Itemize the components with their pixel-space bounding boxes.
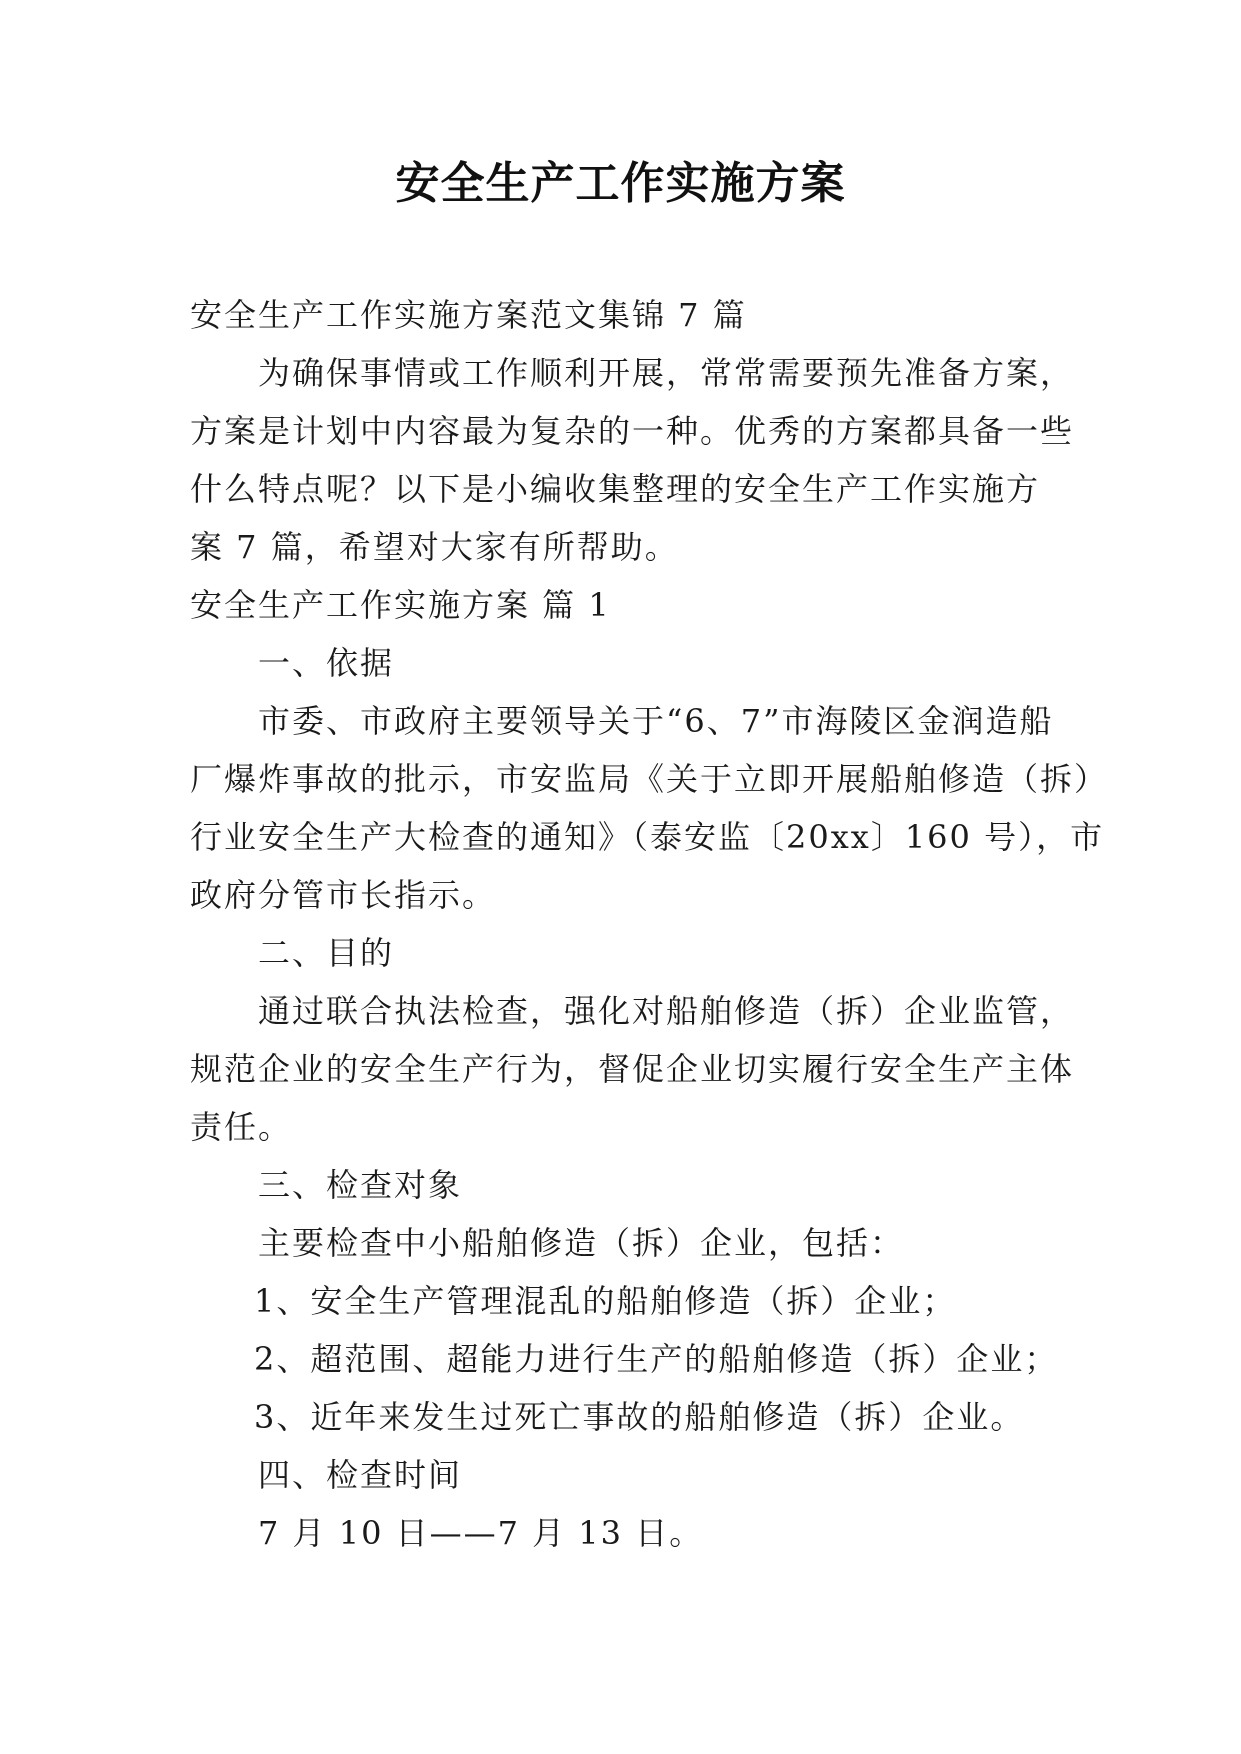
intro-line-4: 案 7 篇，希望对大家有所帮助。 xyxy=(190,528,679,566)
basis-line-2: 厂爆炸事故的批示，市安监局《关于立即开展船舶修造（拆） xyxy=(190,760,1109,798)
purpose-line-1: 通过联合执法检查，强化对船舶修造（拆）企业监管， xyxy=(258,992,1075,1030)
heading-basis: 一、依据 xyxy=(258,644,395,682)
targets-item-1: 1、安全生产管理混乱的船舶修造（拆）企业； xyxy=(254,1282,957,1320)
heading-time: 四、检查时间 xyxy=(258,1456,463,1494)
basis-line-3: 行业安全生产大检查的通知》（泰安监〔20xx〕160 号），市 xyxy=(190,818,1105,856)
targets-item-2: 2、超范围、超能力进行生产的船舶修造（拆）企业； xyxy=(254,1340,1059,1378)
intro-line-3: 什么特点呢？以下是小编收集整理的安全生产工作实施方 xyxy=(190,470,1041,508)
heading-targets: 三、检查对象 xyxy=(258,1166,463,1204)
subtitle-line: 安全生产工作实施方案范文集锦 7 篇 xyxy=(190,296,747,334)
document-body xyxy=(190,286,1109,1562)
targets-intro: 主要检查中小船舶修造（拆）企业，包括： xyxy=(258,1224,905,1262)
heading-purpose: 二、目的 xyxy=(258,934,395,972)
time-line: 7 月 10 日——7 月 13 日。 xyxy=(258,1514,704,1552)
intro-line-2: 方案是计划中内容最为复杂的一种。优秀的方案都具备一些 xyxy=(190,412,1075,450)
targets-item-3: 3、近年来发生过死亡事故的船舶修造（拆）企业。 xyxy=(254,1398,1025,1436)
basis-line-4: 政府分管市长指示。 xyxy=(190,876,497,914)
intro-line-1: 为确保事情或工作顺利开展，常常需要预先准备方案， xyxy=(258,354,1075,392)
document-title: 安全生产工作实施方案 xyxy=(395,158,846,209)
basis-line-1: 市委、市政府主要领导关于“6、7”市海陵区金润造船 xyxy=(258,702,1054,740)
purpose-line-2: 规范企业的安全生产行为，督促企业切实履行安全生产主体 xyxy=(190,1050,1075,1088)
section-heading-part1: 安全生产工作实施方案 篇 1 xyxy=(190,586,611,624)
purpose-line-3: 责任。 xyxy=(190,1108,293,1146)
